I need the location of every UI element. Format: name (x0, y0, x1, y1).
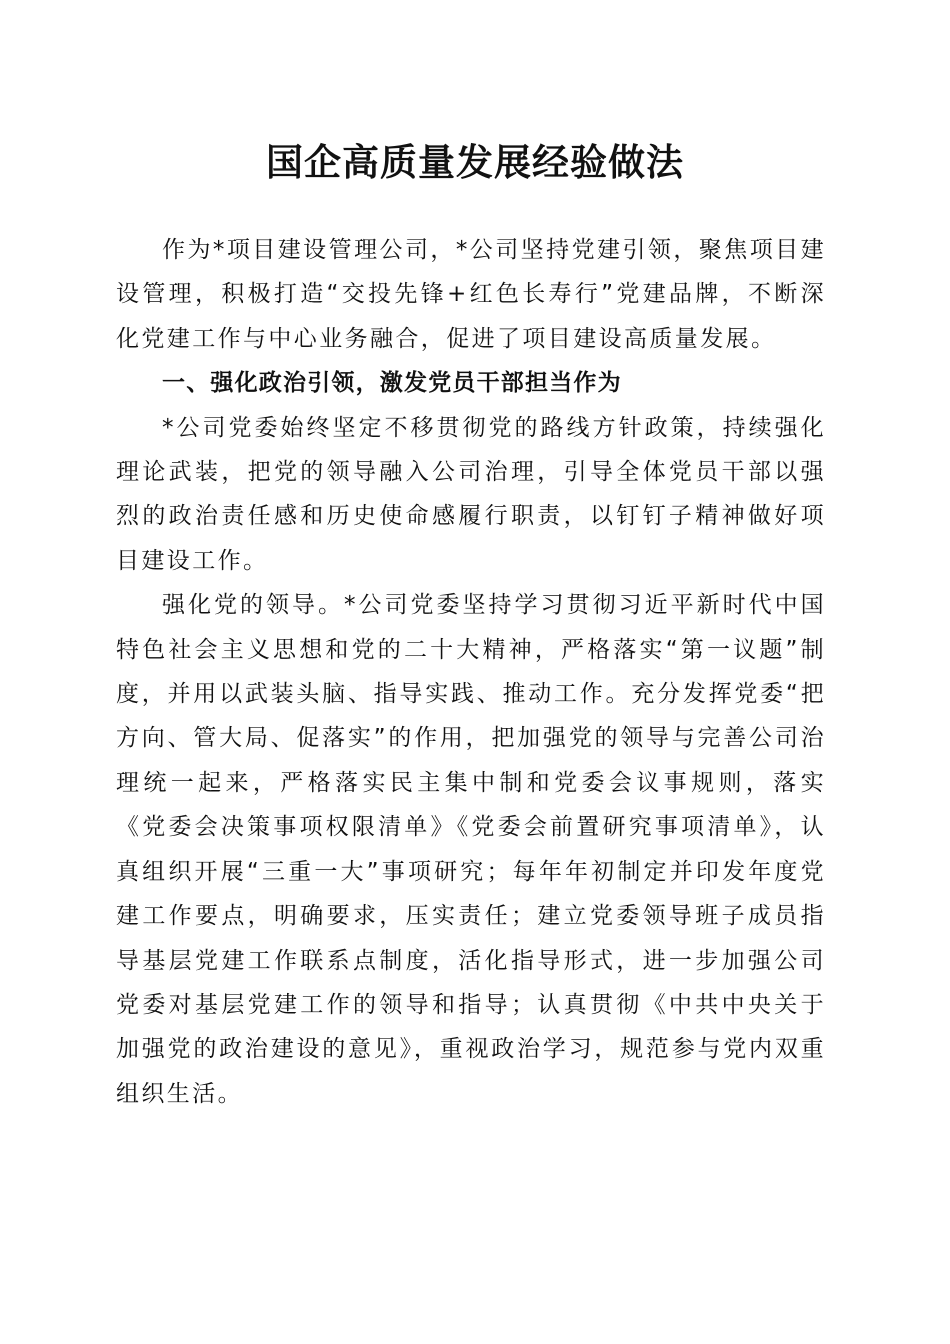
document-title: 国企高质量发展经验做法 (266, 140, 684, 184)
section-heading: 一、强化政治引领，激发党员干部担当作为 (162, 370, 622, 397)
body-paragraph: *公司党委始终坚定不移贯彻党的路线方针政策，持续强化理论武装，把党的领导融入公司治理，引导全体党员干部以强烈的政治责任感和历史使命感履行职责，以钉钉子精神做好项目建设工作。 (116, 414, 826, 574)
intro-paragraph: 作为*项目建设管理公司，*公司坚持党建引领，聚焦项目建设管理，积极打造“交投先锋+红色长寿行”党建品牌，不断深化党建工作与中心业务融合，促进了项目建设高质量发展。 (116, 237, 826, 352)
body-paragraph: 强化党的领导。*公司党委坚持学习贯彻习近平新时代中国特色社会主义思想和党的二十大精神，严格落实“第一议题”制度，并用以武装头脑、指导实践、推动工作。充分发挥党委“把方向、管大局、促落实”的作用，把加强党的领导与完善公司治理统一起来，严格落实民主集中制和党委会议事规则，落实《党委会决策事项权限清单》《党委会前置研究事项清单》，认真组织开展“三重一大”事项研究；每年年初制定并印发年度党建工作要点，明确要求，压实责任；建立党委领导班子成员指导基层党建工作联系点制度，活化指导形式，进一步加强公司党委对基层党建工作的领导和指导；认真贯彻《中共中央关于加强党的政治建设的意见》，重视政治学习，规范参与党内双重组织生活。 (116, 592, 826, 1107)
document-body (116, 228, 826, 1116)
